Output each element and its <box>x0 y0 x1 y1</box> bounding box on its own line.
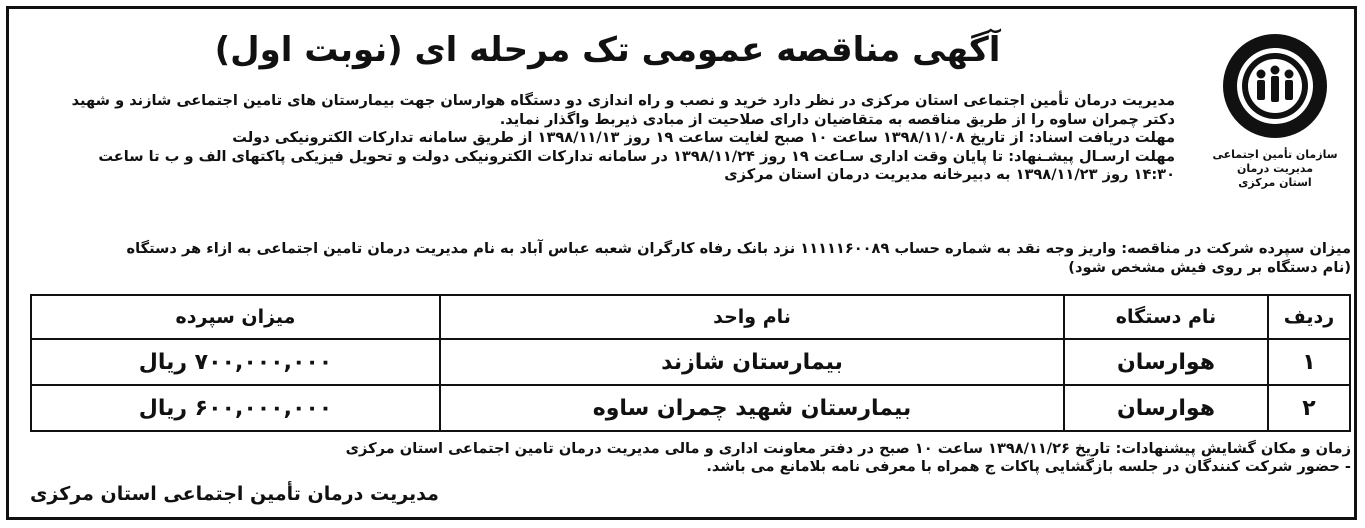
social-security-logo-icon <box>1219 30 1331 142</box>
cell-unit: بیمارستان شازند <box>440 339 1064 385</box>
header-index: ردیف <box>1268 295 1350 339</box>
opening-info <box>28 440 1351 476</box>
org-caption <box>1205 148 1345 190</box>
notice-body <box>28 92 1175 185</box>
tender-table <box>30 294 1351 432</box>
receive-deadline: مهلت دریافت اسناد: از تاریخ ۱۳۹۸/۱۱/۰۸ ساعت ۱۰ صبح لغایت ساعت ۱۹ روز ۱۳۹۸/۱۱/۱۳ از طریق سامانه تدارکات الکترونیکی دولت <box>232 129 1175 147</box>
cell-index: ۱ <box>1268 339 1350 385</box>
opening-text: تاریخ ۱۳۹۸/۱۱/۲۶ ساعت ۱۰ صبح در دفتر معاونت اداری و مالی مدیریت درمان تامین اجتماعی استان مرکزی <box>345 440 1116 457</box>
table-header-row <box>31 295 1350 339</box>
table-row <box>31 339 1350 385</box>
cell-index: ۲ <box>1268 385 1350 431</box>
opening-label: زمان و مکان گشایش پیشنهادات: <box>1115 440 1351 457</box>
opening-note: - حضور شرکت کنندگان در جلسه بازگشایی پاکات ج همراه با معرفی نامه بلامانع می باشد. <box>706 458 1351 475</box>
deposit-line: میزان سپرده شرکت در مناقصه: واریز وجه نقد به شماره حساب ۱۱۱۱۱۶۰۰۸۹ نزد بانک رفاه کارگران شعبه عباس آباد به نام مدیریت درمان تامین اجتماعی به ازاء هر دستگاه <box>126 240 1351 257</box>
cell-deposit: ۷۰۰,۰۰۰,۰۰۰ ریال <box>31 339 440 385</box>
cell-device: هوارسان <box>1064 385 1268 431</box>
submit-deadline-cont: ۱۴:۳۰ روز ۱۳۹۸/۱۱/۲۳ به دبیرخانه مدیریت درمان استان مرکزی <box>724 166 1175 184</box>
org-caption-line: مدیریت درمان <box>1236 162 1314 175</box>
table-row <box>31 385 1350 431</box>
header-unit: نام واحد <box>440 295 1064 339</box>
header-deposit: میزان سپرده <box>31 295 440 339</box>
org-logo-block <box>1205 30 1345 190</box>
intro-line: دکتر چمران ساوه را از طریق مناقصه به متقاضیان دارای صلاحیت از مبادی ذیربط واگذار نماید. <box>499 110 1175 128</box>
org-caption-line: سازمان تأمین اجتماعی <box>1212 148 1338 161</box>
submit-deadline: مهلت ارسـال پیشـنهاد: تا پایان وقت اداری سـاعت ۱۹ روز ۱۳۹۸/۱۱/۲۴ در سامانه تدارکات الکترونیکی دولت و تحویل فیزیکی پاکتهای الف و ب تا ساعت <box>98 147 1175 165</box>
intro-line: مدیریت درمان تأمین اجتماعی استان مرکزی در نظر دارد خرید و نصب و راه اندازی دو دستگاه هوارسان جهت بیمارستان های تامین اجتماعی شازند و شهید <box>71 92 1175 109</box>
notice-title: آگهی مناقصه عمومی تک مرحله ای (نوبت اول) <box>214 30 1001 70</box>
deposit-note: (نام دستگاه بر روی فیش مشخص شود) <box>1068 258 1351 276</box>
deposit-info <box>28 240 1351 277</box>
footer-signature: مدیریت درمان تأمین اجتماعی استان مرکزی <box>30 483 439 505</box>
cell-device: هوارسان <box>1064 339 1268 385</box>
opening-line <box>28 440 1351 458</box>
cell-deposit: ۶۰۰,۰۰۰,۰۰۰ ریال <box>31 385 440 431</box>
cell-unit: بیمارستان شهید چمران ساوه <box>440 385 1064 431</box>
org-caption-line: استان مرکزی <box>1238 176 1312 189</box>
header-device: نام دستگاه <box>1064 295 1268 339</box>
